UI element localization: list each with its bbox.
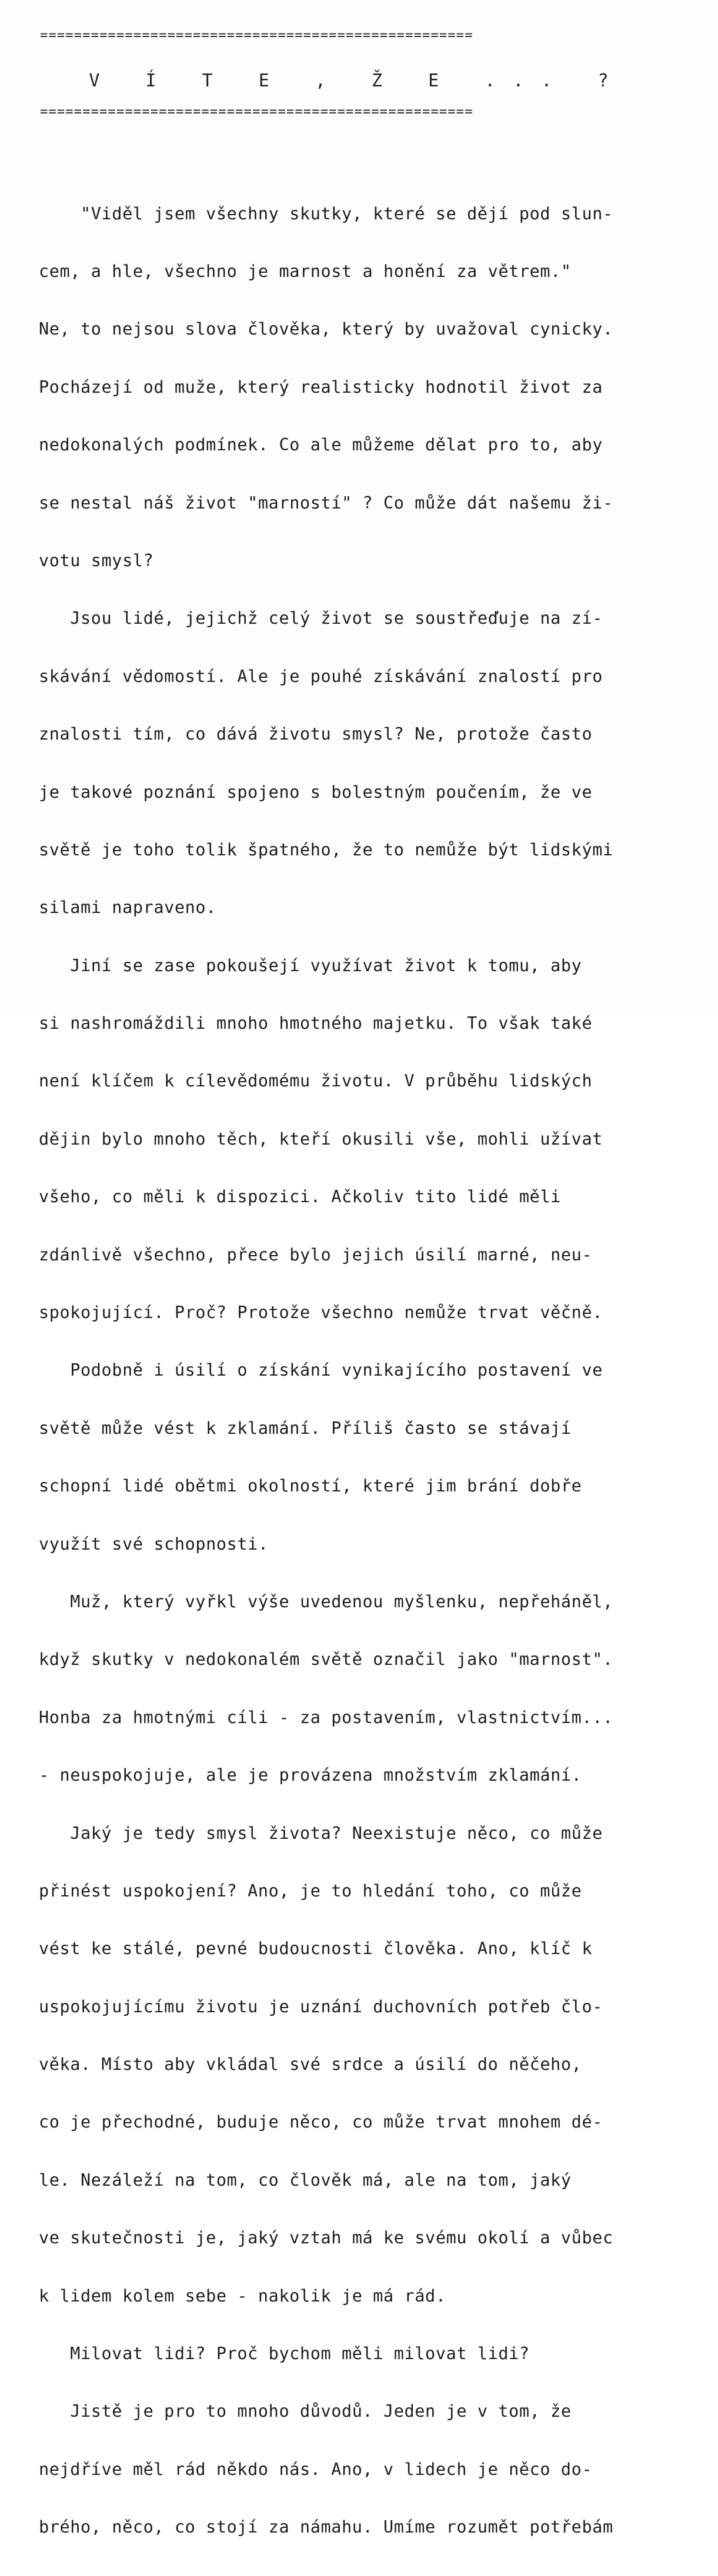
article-line: všeho, co měli k dispozici. Ačkoliv tito lidé měli — [39, 1187, 561, 1207]
article-line: dějin bylo mnoho těch, kteří okusili vše, mohli užívat — [39, 1129, 603, 1149]
article-line: silami napraveno. — [39, 898, 216, 918]
article-line: schopní lidé obětmi okolností, které jim brání dobře — [39, 1476, 582, 1496]
article-line: uspokojujícímu životu je uznání duchovních potřeb člo- — [39, 1996, 603, 2016]
article-line: využít své schopnosti. — [39, 1534, 269, 1554]
top-double-rule: =================================================== — [40, 28, 473, 43]
article-line: co je přechodné, buduje něco, co může trvat mnohem dé- — [39, 2112, 603, 2132]
article-line: věka. Místo aby vkládal své srdce a úsilí do něčeho, — [39, 2055, 582, 2075]
article-line: "Viděl jsem všechny skutky, které se dějí pod slun- — [39, 203, 613, 223]
article-line: Muž, který vyřkl výše uvedenou myšlenku, nepřeháněl, — [39, 1591, 613, 1611]
article-line: Jiní se zase pokoušejí využívat život k tomu, aby — [39, 955, 582, 975]
article-line: když skutky v nedokonalém světě označil jako "marnost". — [39, 1650, 613, 1670]
article-line: Milovat lidi? Proč bychom měli milovat lidi? — [39, 2344, 530, 2364]
article-line: nejdříve měl rád někdo nás. Ano, v lidech je něco do- — [39, 2459, 593, 2479]
article-line: vést ke stálé, pevné budoucnosti člověka. Ano, klíč k — [39, 1939, 593, 1959]
article-line: si nashromáždili mnoho hmotného majetku. To však také — [39, 1013, 593, 1033]
article-line: znalosti tím, co dává životu smysl? Ne, protože často — [39, 724, 593, 744]
article-line: Honba za hmotnými cíli - za postavením, vlastnictvím... — [39, 1707, 613, 1727]
article-line: skávání vědomostí. Ale je pouhé získávání znalostí pro — [39, 666, 603, 686]
article-line: nedokonalých podmínek. Co ale můžeme dělat pro to, aby — [39, 435, 603, 455]
bottom-double-rule: =================================================== — [40, 105, 473, 119]
article-line: k lidem kolem sebe - nakolik je má rád. — [39, 2286, 446, 2306]
article-line: světě může vést k zklamání. Příliš často se stávají — [39, 1418, 572, 1438]
article-line: brého, něco, co stojí za námahu. Umíme rozumět potřebám — [39, 2517, 613, 2537]
article-line: je takové poznání spojeno s bolestným poučením, že ve — [39, 782, 593, 802]
article-line: ve skutečnosti je, jaký vztah má ke svému okolí a vůbec — [39, 2228, 613, 2248]
article-line: se nestal náš život "marností" ? Co může dát našemu ži- — [39, 493, 613, 513]
article-line: spokojující. Proč? Protože všechno nemůže trvat věčně. — [39, 1303, 603, 1323]
page-title: V Í T E , Ž E ... ? — [89, 71, 626, 91]
article-line: Jaký je tedy smysl života? Neexistuje něco, co může — [39, 1823, 603, 1843]
article-line: zdánlivě všechno, přece bylo jejich úsilí marné, neu- — [39, 1244, 593, 1264]
article-line: není klíčem k cílevědomému životu. V průběhu lidských — [39, 1071, 593, 1091]
article-line: Jsou lidé, jejichž celý život se soustřeďuje na zí- — [39, 608, 603, 628]
article-line: Pocházejí od muže, který realisticky hodnotil život za — [39, 377, 603, 397]
article-line: světě je toho tolik špatného, že to nemůže být lidskými — [39, 839, 613, 859]
article-line: le. Nezáleží na tom, co člověk má, ale na tom, jaký — [39, 2170, 572, 2190]
article-line: votu smysl? — [39, 550, 154, 570]
article-body — [39, 166, 680, 2576]
article-line: Jistě je pro to mnoho důvodů. Jeden je v tom, že — [39, 2401, 572, 2421]
article-line: - neuspokojuje, ale je provázena množstvím zklamání. — [39, 1765, 582, 1785]
article-line: Podobně i úsilí o získání vynikajícího postavení ve — [39, 1360, 603, 1380]
article-line: cem, a hle, všechno je marnost a honění za větrem." — [39, 261, 572, 281]
article-line: Ne, to nejsou slova člověka, který by uvažoval cynicky. — [39, 319, 613, 339]
article-line: přinést uspokojení? Ano, je to hledání toho, co může — [39, 1881, 582, 1901]
